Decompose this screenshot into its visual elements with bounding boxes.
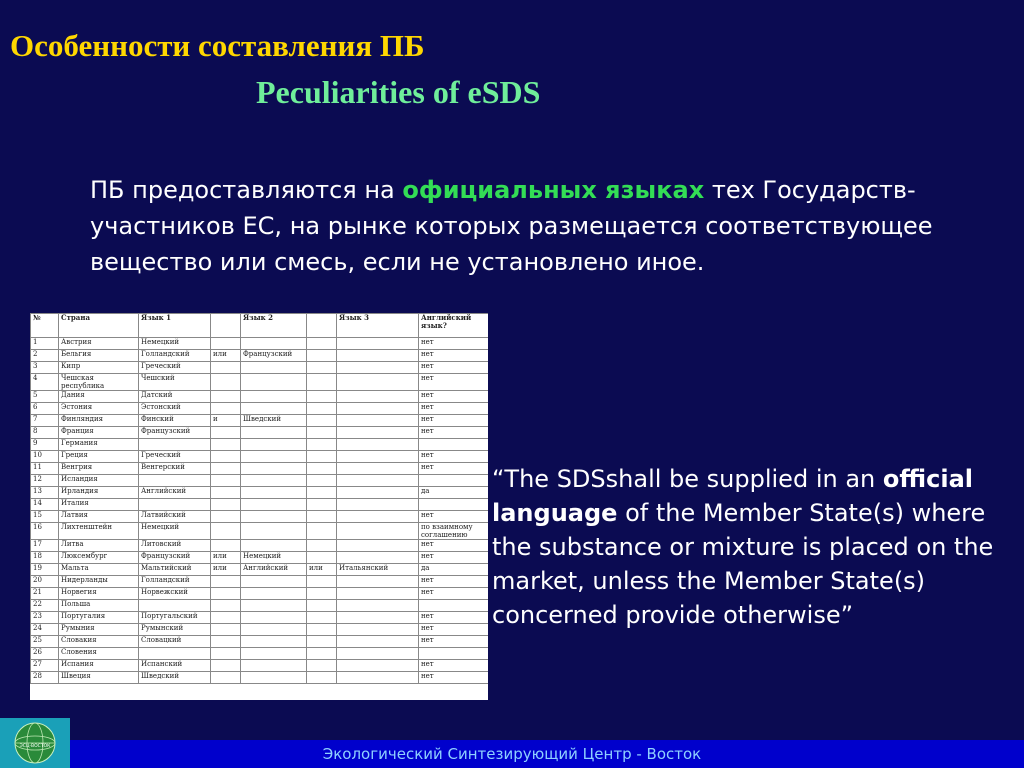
table-cell [337, 403, 419, 415]
table-cell [307, 624, 337, 636]
table-header-cell [307, 314, 337, 338]
table-row [31, 362, 489, 374]
table-row [31, 475, 489, 487]
table-cell: Латвийский [139, 511, 211, 523]
table-cell [307, 499, 337, 511]
table-cell [211, 672, 241, 684]
table-cell: или [211, 350, 241, 362]
table-cell [241, 403, 307, 415]
table-cell: Польша [59, 600, 139, 612]
table-cell [139, 475, 211, 487]
table-cell [307, 540, 337, 552]
company-logo [0, 718, 70, 768]
table-cell: нет [419, 552, 489, 564]
table-cell [241, 427, 307, 439]
table-cell: или [307, 564, 337, 576]
table-row [31, 511, 489, 523]
table-row [31, 540, 489, 552]
table-cell [419, 499, 489, 511]
table-cell: Датский [139, 391, 211, 403]
paragraph-en [492, 462, 1002, 632]
table-cell [211, 600, 241, 612]
table-cell: Австрия [59, 338, 139, 350]
table-cell [419, 475, 489, 487]
table-cell: нет [419, 672, 489, 684]
table-row [31, 624, 489, 636]
table-header-row [31, 314, 489, 338]
table-cell [307, 463, 337, 475]
table-cell: нет [419, 660, 489, 672]
table-body [31, 338, 489, 684]
table-cell [139, 600, 211, 612]
table-cell: нет [419, 415, 489, 427]
table-cell: Швеция [59, 672, 139, 684]
table-cell: нет [419, 624, 489, 636]
table-cell: Исландия [59, 475, 139, 487]
table-cell: нет [419, 350, 489, 362]
table-cell [337, 624, 419, 636]
table-cell: Литва [59, 540, 139, 552]
table-cell: 26 [31, 648, 59, 660]
table-cell: да [419, 564, 489, 576]
table-cell: 10 [31, 451, 59, 463]
table-cell [241, 576, 307, 588]
table-cell [241, 624, 307, 636]
table-header-cell: Язык 2 [241, 314, 307, 338]
table-cell: 1 [31, 338, 59, 350]
table-cell: Чешский [139, 374, 211, 391]
paragraph-en-end: of the Member State(s) where the substance or mixture is placed on the market, unless the Member State(s) concerned provide otherwise” [492, 499, 994, 629]
table-cell [337, 415, 419, 427]
table-cell: нет [419, 612, 489, 624]
table-cell: Греческий [139, 362, 211, 374]
table-row [31, 499, 489, 511]
table-row [31, 612, 489, 624]
table-cell: нет [419, 391, 489, 403]
table-cell [211, 523, 241, 540]
table-cell: Лихтенштейн [59, 523, 139, 540]
table-cell: нет [419, 362, 489, 374]
footer-text: Экологический Синтезирующий Центр - Восток [322, 745, 702, 763]
table-cell: Финский [139, 415, 211, 427]
table-cell: Нидерланды [59, 576, 139, 588]
table-cell [337, 552, 419, 564]
table-cell [211, 511, 241, 523]
table-cell: Финляндия [59, 415, 139, 427]
table-row [31, 350, 489, 362]
table-cell [241, 588, 307, 600]
table-cell [241, 499, 307, 511]
table-cell [337, 672, 419, 684]
table-cell: 13 [31, 487, 59, 499]
table-row [31, 463, 489, 475]
table-cell [211, 576, 241, 588]
table-cell: или [211, 552, 241, 564]
table-row [31, 439, 489, 451]
table-cell: Люксембург [59, 552, 139, 564]
table-cell: Словакия [59, 636, 139, 648]
table-cell [337, 600, 419, 612]
table-cell [337, 576, 419, 588]
table-row [31, 648, 489, 660]
table-cell: Германия [59, 439, 139, 451]
table-cell [241, 475, 307, 487]
table-cell: Эстонский [139, 403, 211, 415]
table-cell [307, 552, 337, 564]
table-cell [241, 487, 307, 499]
table-cell [211, 475, 241, 487]
table-row [31, 672, 489, 684]
table-cell: Португальский [139, 612, 211, 624]
table-cell [211, 338, 241, 350]
table-cell [139, 648, 211, 660]
table-cell [307, 600, 337, 612]
table-cell: Мальтийский [139, 564, 211, 576]
table-cell: 17 [31, 540, 59, 552]
table-cell: Французский [241, 350, 307, 362]
table-row [31, 523, 489, 540]
table-cell: 8 [31, 427, 59, 439]
table-cell [307, 391, 337, 403]
paragraph-en-highlight: official language [492, 465, 974, 527]
table-cell [241, 338, 307, 350]
table-cell: Венгрия [59, 463, 139, 475]
table-cell: 18 [31, 552, 59, 564]
table-cell [337, 499, 419, 511]
table-cell [211, 362, 241, 374]
table-header-cell: Английский язык? [419, 314, 489, 338]
table-cell [419, 439, 489, 451]
table-cell [337, 588, 419, 600]
table-cell [211, 403, 241, 415]
language-table-image [30, 313, 488, 700]
table-cell: 20 [31, 576, 59, 588]
table-cell [337, 511, 419, 523]
table-cell [337, 427, 419, 439]
table-cell [307, 576, 337, 588]
table-cell [211, 499, 241, 511]
table-cell: или [211, 564, 241, 576]
table-cell [307, 475, 337, 487]
slide-title-en: Peculiarities of eSDS [256, 74, 541, 110]
table-cell [211, 660, 241, 672]
table-cell [307, 374, 337, 391]
table-cell [241, 600, 307, 612]
table-cell: 2 [31, 350, 59, 362]
table-cell [241, 612, 307, 624]
table-row [31, 636, 489, 648]
table-cell: 4 [31, 374, 59, 391]
paragraph-ru-highlight: официальных языках [402, 176, 705, 204]
slide-title-ru: Особенности составления ПБ [10, 28, 425, 63]
table-row [31, 660, 489, 672]
table-cell: Французский [139, 427, 211, 439]
table-cell: Норвегия [59, 588, 139, 600]
table-cell [337, 636, 419, 648]
table-cell [211, 391, 241, 403]
table-row [31, 576, 489, 588]
table-cell [241, 672, 307, 684]
table-cell: Румыния [59, 624, 139, 636]
table-cell: Литовский [139, 540, 211, 552]
table-row [31, 552, 489, 564]
table-cell [241, 391, 307, 403]
table-cell [211, 463, 241, 475]
table-cell [241, 374, 307, 391]
paragraph-en-start: “The SDSshall be supplied in an [492, 465, 883, 493]
table-cell: 28 [31, 672, 59, 684]
table-cell: Чешская республика [59, 374, 139, 391]
table-cell: Венгерский [139, 463, 211, 475]
table-cell: 14 [31, 499, 59, 511]
table-cell: Английский [241, 564, 307, 576]
table-cell [307, 511, 337, 523]
table-cell: Испанский [139, 660, 211, 672]
table-cell: да [419, 487, 489, 499]
table-row [31, 487, 489, 499]
table-cell: Дания [59, 391, 139, 403]
table-cell: 23 [31, 612, 59, 624]
table-cell [307, 612, 337, 624]
table-cell: Мальта [59, 564, 139, 576]
table-cell: нет [419, 427, 489, 439]
globe-icon [0, 718, 70, 768]
table-cell: нет [419, 463, 489, 475]
table-cell: по взаимному соглашению [419, 523, 489, 540]
table-cell: Кипр [59, 362, 139, 374]
table-cell [307, 487, 337, 499]
table-cell [337, 660, 419, 672]
table-cell [337, 612, 419, 624]
table-cell: Немецкий [241, 552, 307, 564]
table-cell [211, 648, 241, 660]
table-cell [211, 588, 241, 600]
table-cell [307, 636, 337, 648]
table-cell [241, 660, 307, 672]
table-row [31, 374, 489, 391]
language-table [30, 313, 488, 684]
table-cell [337, 350, 419, 362]
table-cell [337, 648, 419, 660]
table-cell [211, 540, 241, 552]
table-cell: Латвия [59, 511, 139, 523]
table-cell [241, 540, 307, 552]
table-cell [307, 451, 337, 463]
table-cell: 16 [31, 523, 59, 540]
table-cell: нет [419, 636, 489, 648]
table-cell: Бельгия [59, 350, 139, 362]
table-cell [307, 588, 337, 600]
table-cell [211, 451, 241, 463]
table-cell: 6 [31, 403, 59, 415]
table-row [31, 391, 489, 403]
table-cell [241, 439, 307, 451]
table-cell: Ирландия [59, 487, 139, 499]
table-cell [211, 427, 241, 439]
table-row [31, 427, 489, 439]
table-cell [139, 439, 211, 451]
table-cell [337, 374, 419, 391]
table-row [31, 564, 489, 576]
table-row [31, 403, 489, 415]
table-cell [337, 487, 419, 499]
table-cell [337, 463, 419, 475]
table-cell: Шведский [139, 672, 211, 684]
table-cell: нет [419, 540, 489, 552]
table-cell [337, 338, 419, 350]
table-cell: 19 [31, 564, 59, 576]
table-cell [307, 439, 337, 451]
table-cell [307, 415, 337, 427]
table-cell: нет [419, 403, 489, 415]
table-cell: 25 [31, 636, 59, 648]
table-cell: нет [419, 588, 489, 600]
table-cell: нет [419, 338, 489, 350]
table-cell [307, 648, 337, 660]
table-cell [337, 475, 419, 487]
table-cell: 22 [31, 600, 59, 612]
table-cell: Румынский [139, 624, 211, 636]
table-cell: Английский [139, 487, 211, 499]
table-cell [307, 427, 337, 439]
table-cell [241, 463, 307, 475]
table-cell: Немецкий [139, 523, 211, 540]
table-cell [307, 350, 337, 362]
table-cell [337, 439, 419, 451]
table-cell [307, 338, 337, 350]
table-cell: Испания [59, 660, 139, 672]
table-cell [241, 648, 307, 660]
table-cell: Словения [59, 648, 139, 660]
table-cell [241, 511, 307, 523]
table-cell [211, 487, 241, 499]
table-cell [211, 439, 241, 451]
table-cell: 9 [31, 439, 59, 451]
paragraph-ru-start: ПБ предоставляются на [90, 176, 403, 204]
table-cell [337, 451, 419, 463]
table-cell [307, 672, 337, 684]
table-cell: 3 [31, 362, 59, 374]
table-cell: 12 [31, 475, 59, 487]
table-cell: Греция [59, 451, 139, 463]
table-cell: Греческий [139, 451, 211, 463]
table-cell [419, 648, 489, 660]
table-row [31, 588, 489, 600]
table-cell [307, 660, 337, 672]
paragraph-ru-end: тех Государств-участников ЕС, на рынке которых размещается соответствующее вещество или смесь, если не установлено иное. [90, 176, 933, 276]
table-cell: Немецкий [139, 338, 211, 350]
table-cell: Италия [59, 499, 139, 511]
table-cell [211, 612, 241, 624]
table-cell: Голландский [139, 576, 211, 588]
table-cell [419, 600, 489, 612]
table-cell [307, 523, 337, 540]
table-cell: 24 [31, 624, 59, 636]
table-header-cell [211, 314, 241, 338]
table-cell [241, 362, 307, 374]
table-cell: нет [419, 451, 489, 463]
table-cell: Шведский [241, 415, 307, 427]
table-cell [337, 523, 419, 540]
table-cell: 11 [31, 463, 59, 475]
table-cell [241, 636, 307, 648]
table-cell: Словацкий [139, 636, 211, 648]
table-cell [307, 362, 337, 374]
table-cell [337, 540, 419, 552]
table-cell [241, 523, 307, 540]
footer-bar [0, 740, 1024, 768]
table-row [31, 451, 489, 463]
table-header-cell: Язык 1 [139, 314, 211, 338]
table-cell: Итальянский [337, 564, 419, 576]
table-header-cell: № [31, 314, 59, 338]
table-cell: 21 [31, 588, 59, 600]
table-cell: нет [419, 374, 489, 391]
table-cell: 15 [31, 511, 59, 523]
table-cell: Норвежский [139, 588, 211, 600]
table-cell: Португалия [59, 612, 139, 624]
table-row [31, 338, 489, 350]
table-cell [241, 451, 307, 463]
table-cell [211, 374, 241, 391]
table-row [31, 415, 489, 427]
table-row [31, 600, 489, 612]
table-cell [211, 624, 241, 636]
table-cell: нет [419, 576, 489, 588]
table-header-cell: Язык 3 [337, 314, 419, 338]
table-header-cell: Страна [59, 314, 139, 338]
logo-text: ЭСЦ-ВОСТОК [19, 744, 51, 749]
table-cell: Голландский [139, 350, 211, 362]
table-cell [211, 636, 241, 648]
table-cell: Эстония [59, 403, 139, 415]
table-cell: Франция [59, 427, 139, 439]
table-cell [307, 403, 337, 415]
table-cell [337, 362, 419, 374]
table-cell: нет [419, 511, 489, 523]
paragraph-ru [90, 172, 970, 280]
table-cell: Французский [139, 552, 211, 564]
table-cell: 7 [31, 415, 59, 427]
table-cell: и [211, 415, 241, 427]
table-cell: 27 [31, 660, 59, 672]
table-cell [139, 499, 211, 511]
table-cell: 5 [31, 391, 59, 403]
table-cell [337, 391, 419, 403]
